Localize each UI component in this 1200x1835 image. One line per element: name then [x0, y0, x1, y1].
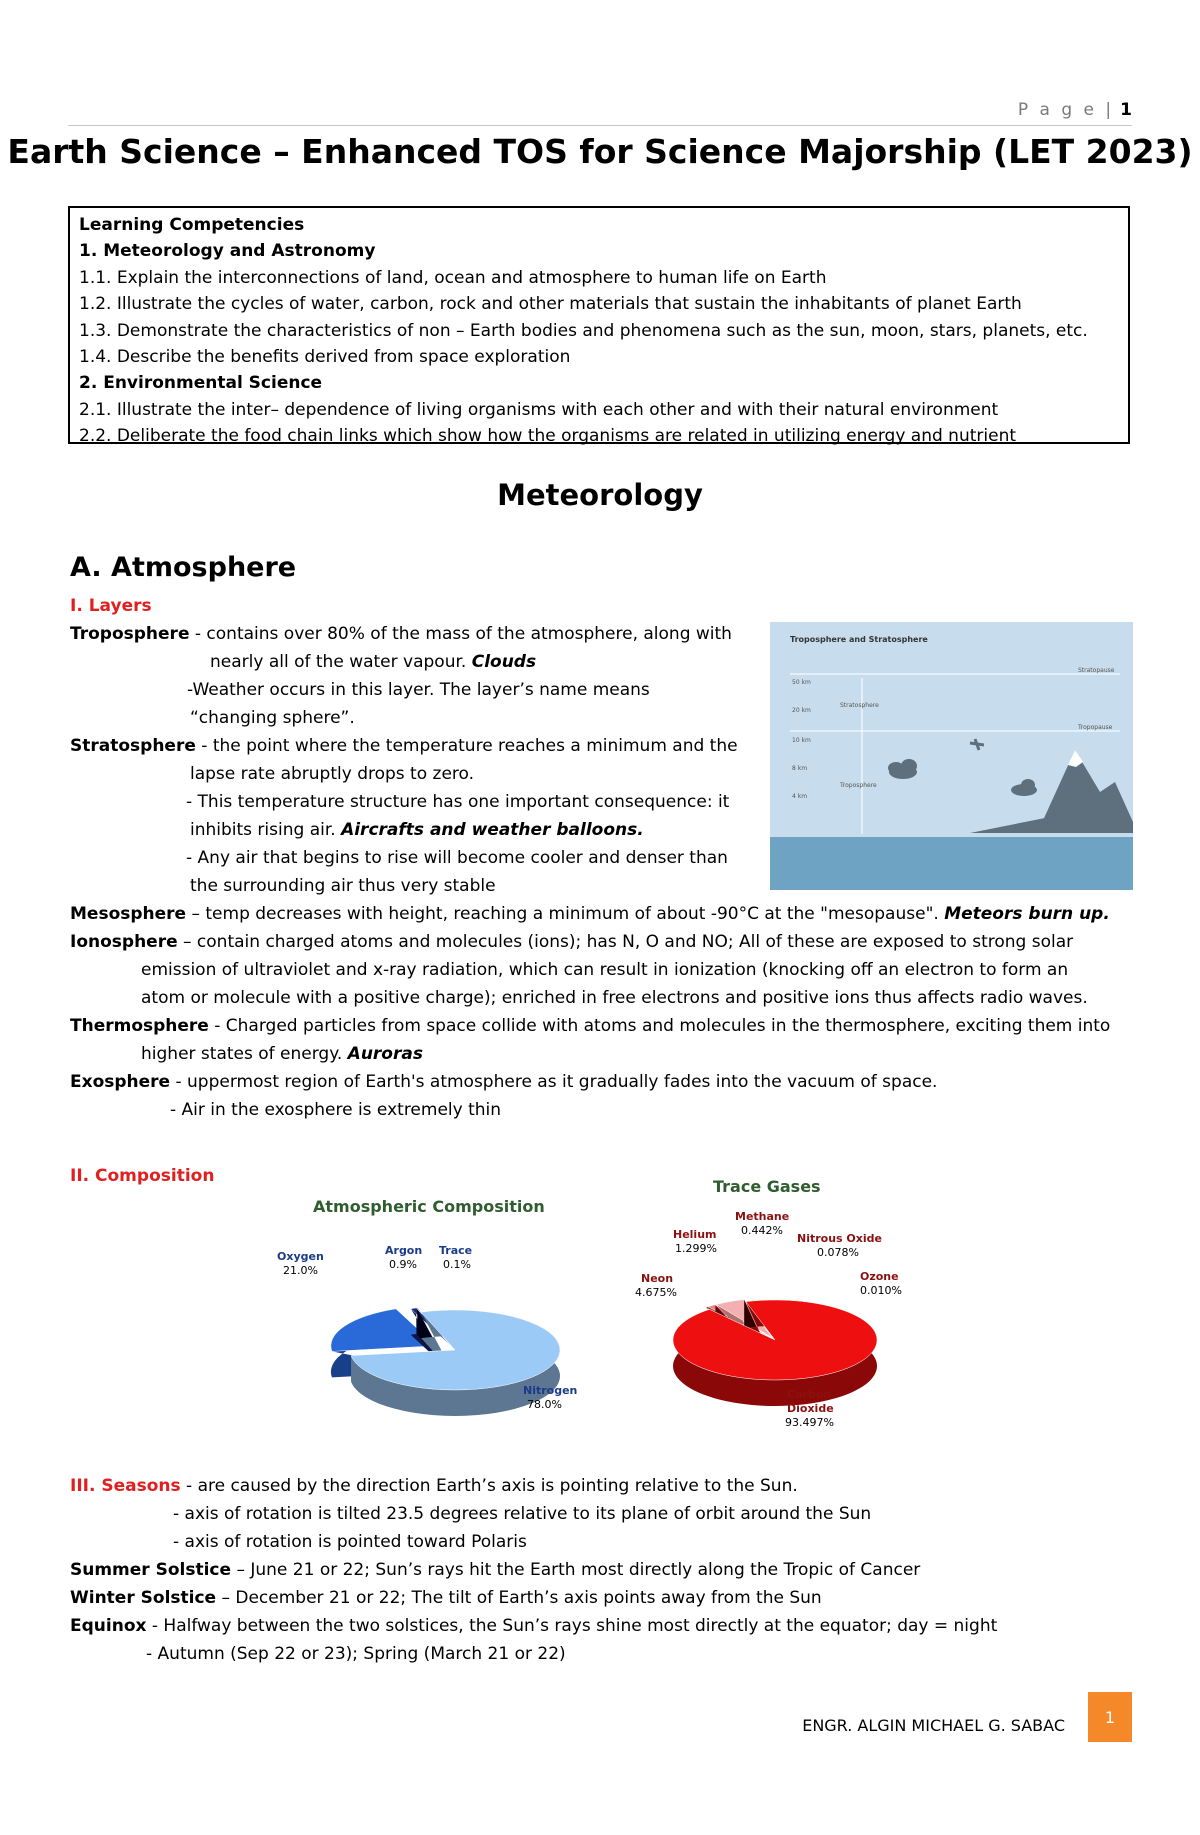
ionosphere-line-1: [70, 928, 1073, 956]
exosphere-line-1: [70, 1068, 937, 1096]
value-oxygen: 21.0%: [283, 1264, 318, 1277]
alt-10km: 10 km: [792, 737, 811, 744]
stratosphere-label: Stratosphere: [840, 702, 879, 709]
label-carbon: Carbon: [787, 1388, 832, 1401]
troposphere-line-2: [210, 648, 536, 676]
page-word: P a g e: [1017, 100, 1098, 120]
mesosphere-line: [70, 900, 1110, 928]
competency-item: 1.2. Illustrate the cycles of water, carbon, rock and other materials that sustain the inhabitants of planet Earth: [79, 294, 1022, 315]
chart-title: Trace Gases: [713, 1177, 821, 1196]
alt-8km: 8 km: [792, 765, 808, 772]
atmosphere-heading: A. Atmosphere: [70, 552, 297, 583]
pie2-slices: [673, 1299, 877, 1406]
trace-gases-chart: [625, 1172, 915, 1442]
cloud-icon: [888, 759, 917, 779]
text: - contains over 80% of the mass of the atmosphere, along with: [189, 624, 732, 644]
footer-page-number: 1: [1088, 1692, 1132, 1742]
page-sep: |: [1105, 100, 1115, 120]
value-ozone: 0.010%: [860, 1284, 902, 1297]
label-neon: Neon: [641, 1272, 674, 1285]
text: - Charged particles from space collide with atoms and molecules in the thermosphere, exciting them into: [208, 1016, 1111, 1036]
mountain-icon: [1040, 750, 1133, 833]
label-methane: Methane: [735, 1210, 790, 1223]
diagram-svg: [770, 622, 1133, 890]
stratopause-label: Stratopause: [1078, 667, 1115, 674]
term-summer-solstice: Summer Solstice: [70, 1560, 232, 1580]
term-thermosphere: Thermosphere: [70, 1016, 209, 1036]
troposphere-label: Troposphere: [840, 782, 877, 789]
label-dioxide: Dioxide: [787, 1402, 834, 1415]
atmospheric-composition-chart: [277, 1190, 595, 1430]
thermosphere-line-1: [70, 1012, 1110, 1040]
emphasis-auroras: Auroras: [347, 1044, 423, 1064]
term-exosphere: Exosphere: [70, 1072, 171, 1092]
seasons-label: III. Seasons: [70, 1476, 181, 1496]
competency-section-1: 1. Meteorology and Astronomy: [79, 241, 376, 262]
header-rule: [68, 125, 1132, 126]
seasons-line-1: [70, 1472, 798, 1500]
ionosphere-line-2: emission of ultraviolet and x-ray radiation, which can result in ionization (knocking off an electron to form an: [141, 960, 1069, 980]
text: – contain charged atoms and molecules (ions); has N, O and NO; All of these are exposed to strong solar: [177, 932, 1074, 952]
ionosphere-line-3: atom or molecule with a positive charge); enriched in free electrons and positive ions thus affects radio waves.: [141, 988, 1088, 1008]
term-winter-solstice: Winter Solstice: [70, 1588, 217, 1608]
cloud-icon: [1011, 779, 1037, 796]
stratosphere-line-2: lapse rate abruptly drops to zero.: [190, 764, 475, 784]
stratosphere-line-5: - Any air that begins to rise will become cooler and denser than: [186, 848, 728, 868]
value-nitrous-oxide: 0.078%: [817, 1246, 859, 1259]
value-trace: 0.1%: [443, 1258, 471, 1271]
slice-carbon-dioxide: [673, 1300, 877, 1380]
text: higher states of energy.: [141, 1044, 348, 1064]
page-header: [1018, 100, 1132, 120]
text: nearly all of the water vapour.: [210, 652, 472, 672]
stratosphere-line-6: the surrounding air thus very stable: [190, 876, 496, 896]
seasons-line-3: - axis of rotation is pointed toward Polaris: [173, 1532, 527, 1552]
emphasis-clouds: Clouds: [471, 652, 537, 672]
thermosphere-line-2: [141, 1040, 423, 1068]
term-stratosphere: Stratosphere: [70, 736, 196, 756]
seasons-line-2: - axis of rotation is tilted 23.5 degrees relative to its plane of orbit around the Sun: [173, 1504, 872, 1524]
label-trace: Trace: [439, 1244, 473, 1257]
stratosphere-line-1: [70, 732, 738, 760]
pie1-slices: [331, 1308, 560, 1416]
alt-50km: 50 km: [792, 679, 811, 686]
competencies-heading: Learning Competencies: [79, 215, 305, 235]
value-helium: 1.299%: [675, 1242, 717, 1255]
label-oxygen: Oxygen: [277, 1250, 324, 1263]
term-equinox: Equinox: [70, 1616, 147, 1636]
text: – June 21 or 22; Sun’s rays hit the Earth most directly along the Tropic of Cancer: [231, 1560, 921, 1580]
atmosphere-layers-diagram: [770, 622, 1133, 890]
competency-item: 1.4. Describe the benefits derived from space exploration: [79, 347, 571, 368]
text: - the point where the temperature reaches a minimum and the: [195, 736, 738, 756]
text: – temp decreases with height, reaching a minimum of about -90°C at the "mesopause".: [186, 904, 945, 924]
alt-20km: 20 km: [792, 707, 811, 714]
label-ozone: Ozone: [860, 1270, 899, 1283]
exosphere-line-2: - Air in the exosphere is extremely thin: [170, 1100, 502, 1120]
winter-solstice-line: [70, 1584, 822, 1612]
alt-4km: 4 km: [792, 793, 808, 800]
airplane-icon: [970, 739, 984, 750]
stratosphere-line-4: [190, 816, 644, 844]
troposphere-line-3: -Weather occurs in this layer. The layer’s name means: [187, 680, 650, 700]
competency-item: 2.1. Illustrate the inter– dependence of living organisms with each other and with their natural environment: [79, 399, 999, 420]
label-nitrous-oxide: Nitrous Oxide: [797, 1232, 882, 1245]
value-nitrogen: 78.0%: [527, 1398, 562, 1411]
competency-section-2: 2. Environmental Science: [79, 373, 323, 394]
competency-item: 1.3. Demonstrate the characteristics of non – Earth bodies and phenomena such as the sun, moon, stars, planets, etc.: [79, 320, 1088, 341]
text: - are caused by the direction Earth’s axis is pointing relative to the Sun.: [180, 1476, 798, 1496]
text: inhibits rising air.: [190, 820, 342, 840]
value-neon: 4.675%: [635, 1286, 677, 1299]
equinox-line-2: - Autumn (Sep 22 or 23); Spring (March 21 or 22): [146, 1644, 566, 1664]
text: – December 21 or 22; The tilt of Earth’s axis points away from the Sun: [216, 1588, 822, 1608]
text: - Halfway between the two solstices, the Sun’s rays shine most directly at the equator; day = night: [146, 1616, 998, 1636]
competency-item: 1.1. Explain the interconnections of land, ocean and atmosphere to human life on Earth: [79, 267, 827, 288]
text: - uppermost region of Earth's atmosphere as it gradually fades into the vacuum of space.: [170, 1072, 938, 1092]
term-mesosphere: Mesosphere: [70, 904, 187, 924]
value-carbon-dioxide: 93.497%: [785, 1416, 834, 1429]
value-methane: 0.442%: [741, 1224, 783, 1237]
layers-label: I. Layers: [70, 596, 152, 616]
summer-solstice-line: [70, 1556, 920, 1584]
competencies-box: [68, 206, 1130, 447]
term-ionosphere: Ionosphere: [70, 932, 178, 952]
footer-author: ENGR. ALGIN MICHAEL G. SABAC: [802, 1716, 1065, 1735]
diagram-title: Troposphere and Stratosphere: [790, 635, 928, 644]
label-argon: Argon: [385, 1244, 423, 1257]
term-troposphere: Troposphere: [70, 624, 190, 644]
page-number: 1: [1120, 100, 1132, 120]
competency-item: 2.2. Deliberate the food chain links which show how the organisms are related in utilizing energy and nutrient: [79, 426, 1017, 447]
label-nitrogen: Nitrogen: [523, 1384, 578, 1397]
emphasis-meteors: Meteors burn up.: [944, 904, 1110, 924]
tropopause-label: Tropopause: [1078, 724, 1113, 731]
ocean: [770, 837, 1133, 890]
troposphere-line-4: “changing sphere”.: [190, 708, 355, 728]
section-title: Meteorology: [497, 478, 703, 512]
document-title: Earth Science – Enhanced TOS for Science Majorship (LET 2023): [7, 132, 1193, 171]
stratosphere-line-3: - This temperature structure has one important consequence: it: [186, 792, 730, 812]
troposphere-line-1: [70, 620, 732, 648]
label-helium: Helium: [673, 1228, 717, 1241]
composition-label: II. Composition: [70, 1166, 215, 1186]
value-argon: 0.9%: [389, 1258, 417, 1271]
equinox-line: [70, 1612, 997, 1640]
chart-title: Atmospheric Composition: [313, 1197, 545, 1216]
emphasis-aircrafts: Aircrafts and weather balloons.: [341, 820, 644, 840]
